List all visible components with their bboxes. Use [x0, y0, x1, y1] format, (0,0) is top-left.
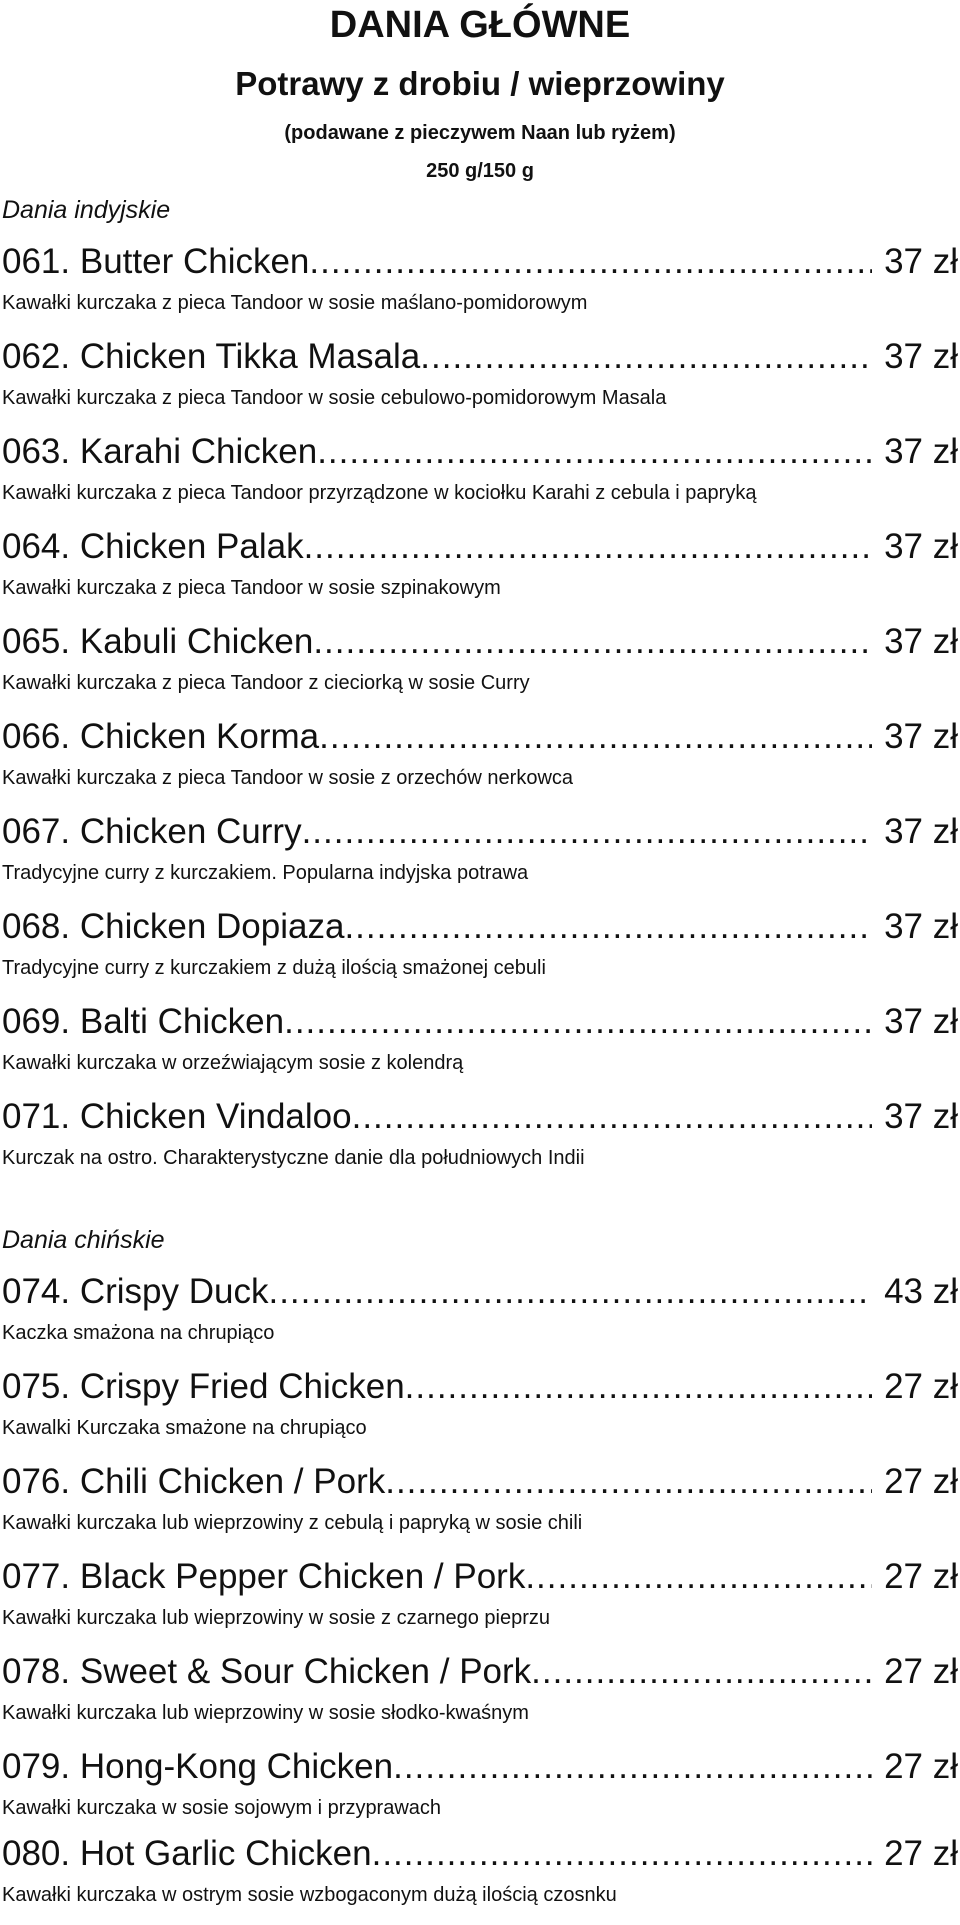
menu-item-description: Tradycyjne curry z kurczakiem. Popularna indyjska potrawa — [2, 862, 529, 884]
menu-item-row — [2, 903, 958, 951]
menu-item-name: 078. Sweet & Sour Chicken / Pork — [2, 1652, 532, 1691]
menu-item — [2, 1093, 958, 1188]
menu-item-name: 063. Karahi Chicken — [2, 432, 318, 471]
dot-leader — [319, 713, 872, 761]
menu-item-name: 065. Kabuli Chicken — [2, 622, 314, 661]
dot-leader — [531, 1648, 872, 1696]
page-title: DANIA GŁÓWNE — [329, 4, 631, 46]
section-heading-chinese: Dania chińskie — [2, 1226, 165, 1254]
menu-item-price: 37 zł — [884, 242, 958, 281]
menu-item-name: 068. Chicken Dopiaza — [2, 907, 345, 946]
section-heading-indian: Dania indyjskie — [2, 196, 171, 224]
menu-item-price: 37 zł — [884, 717, 958, 756]
menu-item-name: 077. Black Pepper Chicken / Pork — [2, 1557, 526, 1596]
menu-item-description: Kawałki kurczaka z pieca Tandoor w sosie szpinakowym — [2, 577, 501, 599]
dot-leader — [302, 808, 872, 856]
menu-item-row — [2, 333, 958, 381]
menu-item-description: Kawałki kurczaka z pieca Tandoor przyrządzone w kociołku Karahi z cebula i papryką — [2, 482, 757, 504]
menu-item-price: 37 zł — [884, 432, 958, 471]
menu-item — [2, 1830, 958, 1925]
dot-leader — [317, 428, 872, 476]
menu-item-description: Kawałki kurczaka z pieca Tandoor w sosie z orzechów nerkowca — [2, 767, 574, 789]
menu-item-price: 37 zł — [884, 907, 958, 946]
menu-item — [2, 713, 958, 808]
menu-item-name: 064. Chicken Palak — [2, 527, 304, 566]
menu-item-description: Kawałki kurczaka z pieca Tandoor w sosie maślano-pomidorowym — [2, 292, 588, 314]
menu-item-price: 27 zł — [884, 1462, 958, 1501]
dot-leader — [268, 1268, 872, 1316]
menu-item-price: 27 zł — [884, 1652, 958, 1691]
menu-item — [2, 1268, 958, 1363]
menu-item-price: 37 zł — [884, 812, 958, 851]
menu-item-description: Kawałki kurczaka w ostrym sosie wzbogaconym dużą ilością czosnku — [2, 1884, 617, 1906]
serving-note: (podawane z pieczywem Naan lub ryżem) — [284, 122, 676, 144]
menu-item-row — [2, 1268, 958, 1316]
menu-item-name: 075. Crispy Fried Chicken — [2, 1367, 405, 1406]
menu-item-row — [2, 1093, 958, 1141]
dot-leader — [344, 903, 872, 951]
menu-item — [2, 1363, 958, 1458]
menu-item-row — [2, 998, 958, 1046]
menu-item-row — [2, 1363, 958, 1411]
menu-item-price: 37 zł — [884, 622, 958, 661]
menu-item-name: 062. Chicken Tikka Masala — [2, 337, 421, 376]
menu-item — [2, 998, 958, 1093]
menu-item-name: 076. Chili Chicken / Pork — [2, 1462, 386, 1501]
menu-item-price: 27 zł — [884, 1747, 958, 1786]
dot-leader — [372, 1830, 872, 1878]
menu-item — [2, 428, 958, 523]
menu-item-price: 27 zł — [884, 1557, 958, 1596]
menu-item-row — [2, 1648, 958, 1696]
menu-item-name: 061. Butter Chicken — [2, 242, 310, 281]
menu-item-description: Kawałki kurczaka z pieca Tandoor w sosie cebulowo-pomidorowym Masala — [2, 387, 667, 409]
menu-item-description: Kawałki kurczaka lub wieprzowiny w sosie z czarnego pieprzu — [2, 1607, 551, 1629]
menu-item-row — [2, 1830, 958, 1878]
menu-item — [2, 618, 958, 713]
menu-item-row — [2, 1743, 958, 1791]
menu-item-name: 066. Chicken Korma — [2, 717, 320, 756]
menu-item-description: Tradycyjne curry z kurczakiem z dużą ilością smażonej cebuli — [2, 957, 546, 979]
dot-leader — [313, 618, 872, 666]
dot-leader — [405, 1363, 872, 1411]
menu-item-name: 067. Chicken Curry — [2, 812, 302, 851]
menu-item-price: 43 zł — [884, 1272, 958, 1311]
menu-item-description: Kawałki kurczaka z pieca Tandoor z cieciorką w sosie Curry — [2, 672, 530, 694]
menu-item-name: 080. Hot Garlic Chicken — [2, 1834, 372, 1873]
menu-item-row — [2, 523, 958, 571]
dot-leader — [385, 1458, 872, 1506]
menu-item — [2, 1743, 958, 1838]
menu-item-name: 074. Crispy Duck — [2, 1272, 269, 1311]
page-subtitle: Potrawy z drobiu / wieprzowiny — [235, 65, 725, 102]
menu-item-row — [2, 238, 958, 286]
menu-item — [2, 238, 958, 333]
menu-item — [2, 808, 958, 903]
menu-item-name: 071. Chicken Vindaloo — [2, 1097, 352, 1136]
dot-leader — [352, 1093, 872, 1141]
menu-item-price: 37 zł — [884, 1002, 958, 1041]
menu-item-price: 27 zł — [884, 1367, 958, 1406]
menu-item-price: 27 zł — [884, 1834, 958, 1873]
dot-leader — [525, 1553, 872, 1601]
menu-item-row — [2, 713, 958, 761]
menu-item-price: 37 zł — [884, 527, 958, 566]
menu-item — [2, 1458, 958, 1553]
menu-item — [2, 333, 958, 428]
dot-leader — [304, 523, 872, 571]
menu-item-row — [2, 1458, 958, 1506]
dot-leader — [309, 238, 872, 286]
menu-item — [2, 903, 958, 998]
menu-item-description: Kurczak na ostro. Charakterystyczne danie dla południowych Indii — [2, 1147, 585, 1169]
portion-note: 250 g/150 g — [426, 160, 534, 182]
dot-leader — [393, 1743, 872, 1791]
menu-item-description: Kawałki kurczaka lub wieprzowiny w sosie słodko-kwaśnym — [2, 1702, 529, 1724]
menu-item-price: 37 zł — [884, 1097, 958, 1136]
menu-item-price: 37 zł — [884, 337, 958, 376]
menu-item — [2, 523, 958, 618]
menu-item-description: Kawałki kurczaka lub wieprzowiny z cebulą i papryką w sosie chili — [2, 1512, 583, 1534]
menu-item-row — [2, 808, 958, 856]
menu-item — [2, 1553, 958, 1648]
menu-item-row — [2, 1553, 958, 1601]
menu-item-description: Kawałki kurczaka w sosie sojowym i przyprawach — [2, 1797, 442, 1819]
menu-item-row — [2, 428, 958, 476]
dot-leader — [420, 333, 872, 381]
menu-item-description: Kawałki kurczaka w orzeźwiającym sosie z kolendrą — [2, 1052, 464, 1074]
menu-item-row — [2, 618, 958, 666]
menu-item-description: Kaczka smażona na chrupiąco — [2, 1322, 275, 1344]
menu-item-name: 069. Balti Chicken — [2, 1002, 285, 1041]
menu-item-description: Kawalki Kurczaka smażone na chrupiąco — [2, 1417, 367, 1439]
menu-item-name: 079. Hong-Kong Chicken — [2, 1747, 394, 1786]
dot-leader — [284, 998, 872, 1046]
menu-item — [2, 1648, 958, 1743]
